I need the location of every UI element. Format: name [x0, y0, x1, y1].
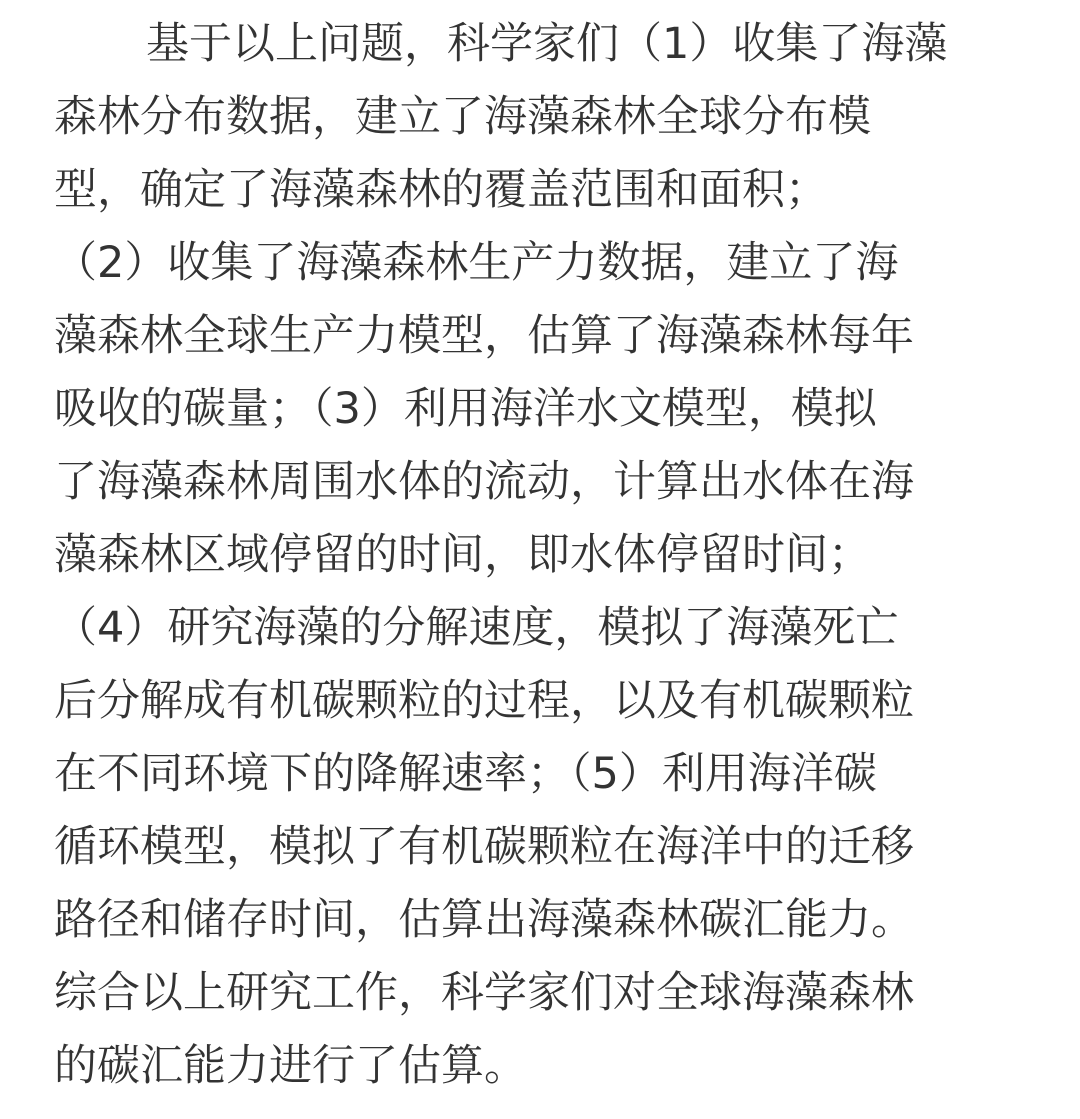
paragraph-line: 循环模型，模拟了有机碳颗粒在海洋中的迁移 [54, 822, 914, 872]
paragraph-line: 在不同环境下的降解速率；（5）利用海洋碳 [54, 749, 877, 799]
paragraph-line: 综合以上研究工作，科学家们对全球海藻森林 [54, 968, 914, 1018]
paragraph-line: 藻森林区域停留的时间，即水体停留时间； [54, 530, 871, 580]
paragraph-line: 藻森林全球生产力模型，估算了海藻森林每年 [54, 311, 914, 361]
paragraph-line: （4）研究海藻的分解速度，模拟了海藻死亡 [54, 603, 899, 653]
paragraph-line: 的碳汇能力进行了估算。 [54, 1041, 527, 1091]
paragraph-line: 后分解成有机碳颗粒的过程，以及有机碳颗粒 [54, 676, 914, 726]
paragraph-line: 基于以上问题，科学家们（1）收集了海藻 [146, 19, 948, 69]
paragraph-line: （2）收集了海藻森林生产力数据，建立了海 [54, 238, 899, 288]
paragraph-line: 路径和储存时间，估算出海藻森林碳汇能力。 [54, 895, 914, 945]
paragraph-line: 吸收的碳量；（3）利用海洋水文模型，模拟 [54, 384, 877, 434]
paragraph-line: 森林分布数据，建立了海藻森林全球分布模 [54, 92, 871, 142]
paragraph-line: 型，确定了海藻森林的覆盖范围和面积； [54, 165, 828, 215]
paragraph [54, 8, 1044, 1103]
paragraph-line: 了海藻森林周围水体的流动，计算出水体在海 [54, 457, 914, 507]
